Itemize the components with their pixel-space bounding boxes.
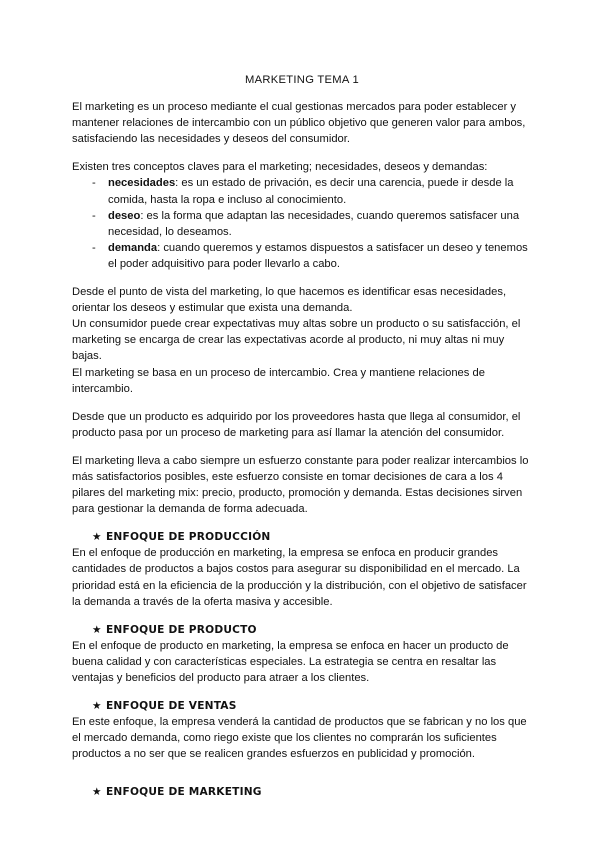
- concept-text: : cuando queremos y estamos dispuestos a satisfacer un deseo y tenemos el poder adquisitivo para poder llevarlo a cabo.: [108, 241, 528, 270]
- dash-bullet: -: [92, 209, 96, 222]
- section-text-ventas: En este enfoque, la empresa venderá la cantidad de productos que se fabrican y no los que el mercado demanda, como riego existe que los clientes no comprarán los suficientes productos a no ser que se realicen grandes esfuerzos en publicidad y promoción.: [72, 716, 527, 761]
- section-heading-produccion: [92, 529, 532, 545]
- section-text-producto: En el enfoque de producto en marketing, la empresa se enfoca en hacer un producto de buena calidad y con características especiales. La estrategia se centra en resaltar las ventajas y beneficios del producto para atraer a los clientes.: [72, 639, 509, 684]
- intro-paragraph: El marketing es un proceso mediante el cual gestionas mercados para poder establecer y mantener relaciones de intercambio con un público objetivo que generen valor para ambos, satisfaciendo las necesidades y deseos del consumidor.: [72, 101, 526, 146]
- document-page: [72, 72, 532, 801]
- list-item: [92, 175, 532, 207]
- star-icon: ★: [92, 531, 102, 544]
- list-item: [92, 240, 532, 272]
- section-heading-producto: [92, 622, 532, 638]
- section-heading-ventas: [92, 698, 532, 714]
- section-heading-text: ENFOQUE DE VENTAS: [106, 700, 237, 713]
- viewpoint-paragraph: Desde el punto de vista del marketing, lo que hacemos es identificar esas necesidades, orientar los deseos y estimular que exista una demanda.: [72, 286, 507, 315]
- concepts-intro: Existen tres conceptos claves para el marketing; necesidades, deseos y demandas:: [72, 161, 488, 174]
- spacer: [72, 147, 532, 159]
- mix-paragraph: El marketing lleva a cabo siempre un esfuerzo constante para poder realizar intercambios lo más satisfactorios posibles, este esfuerzo consiste en tomar decisiones de cara a los 4 pilares del marketing mix: precio, producto, promoción y demanda. Estas decisiones sirven para gestionar la demanda de forma adecuada.: [72, 454, 529, 516]
- section-text-produccion: En el enfoque de producción en marketing, la empresa se enfoca en producir grandes cantidades de productos a bajos costos para asegurar su disponibilidad en el mercado. La prioridad está en la eficiencia de la producción y la distribución, con el objetivo de satisfacer la demanda a través de la oferta masiva y accesible.: [72, 547, 527, 608]
- spacer: [72, 441, 532, 453]
- section-heading-marketing: [92, 784, 532, 800]
- star-icon: ★: [92, 623, 102, 636]
- concept-text: : es la forma que adaptan las necesidades, cuando queremos satisfacer una necesidad, lo deseamos.: [108, 209, 520, 238]
- spacer: [72, 272, 532, 284]
- star-icon: ★: [92, 786, 102, 799]
- section-heading-text: ENFOQUE DE PRODUCCIÓN: [106, 531, 271, 544]
- spacer: [72, 610, 532, 622]
- list-item: [92, 208, 532, 240]
- concept-term: demanda: [108, 241, 158, 254]
- section-heading-text: ENFOQUE DE PRODUCTO: [106, 623, 257, 636]
- spacer: [72, 774, 532, 784]
- spacer: [72, 397, 532, 409]
- spacer: [72, 517, 532, 529]
- spacer: [72, 762, 532, 774]
- dash-bullet: -: [92, 241, 96, 254]
- star-icon: ★: [92, 700, 102, 713]
- spacer: [72, 686, 532, 698]
- section-heading-text: ENFOQUE DE MARKETING: [106, 786, 262, 799]
- expectations-paragraph: Un consumidor puede crear expectativas muy altas sobre un producto o su satisfacción, el marketing se encarga de crear las expectativas acorde al producto, ni muy altas ni muy bajas.: [72, 318, 521, 363]
- concept-term: deseo: [108, 209, 141, 222]
- concept-term: necesidades: [108, 177, 176, 190]
- process-paragraph: Desde que un producto es adquirido por los proveedores hasta que llega al consumidor, el producto pasa por un proceso de marketing para así llamar la atención del consumidor.: [72, 410, 521, 439]
- document-title: MARKETING TEMA 1: [244, 74, 359, 86]
- dash-bullet: -: [92, 177, 96, 190]
- concept-text: : es un estado de privación, es decir una carencia, puede ir desde la comida, hasta la ropa e incluso al conocimiento.: [108, 177, 514, 206]
- exchange-paragraph: El marketing se basa en un proceso de intercambio. Crea y mantiene relaciones de intercambio.: [72, 366, 485, 395]
- concepts-list: [72, 175, 532, 272]
